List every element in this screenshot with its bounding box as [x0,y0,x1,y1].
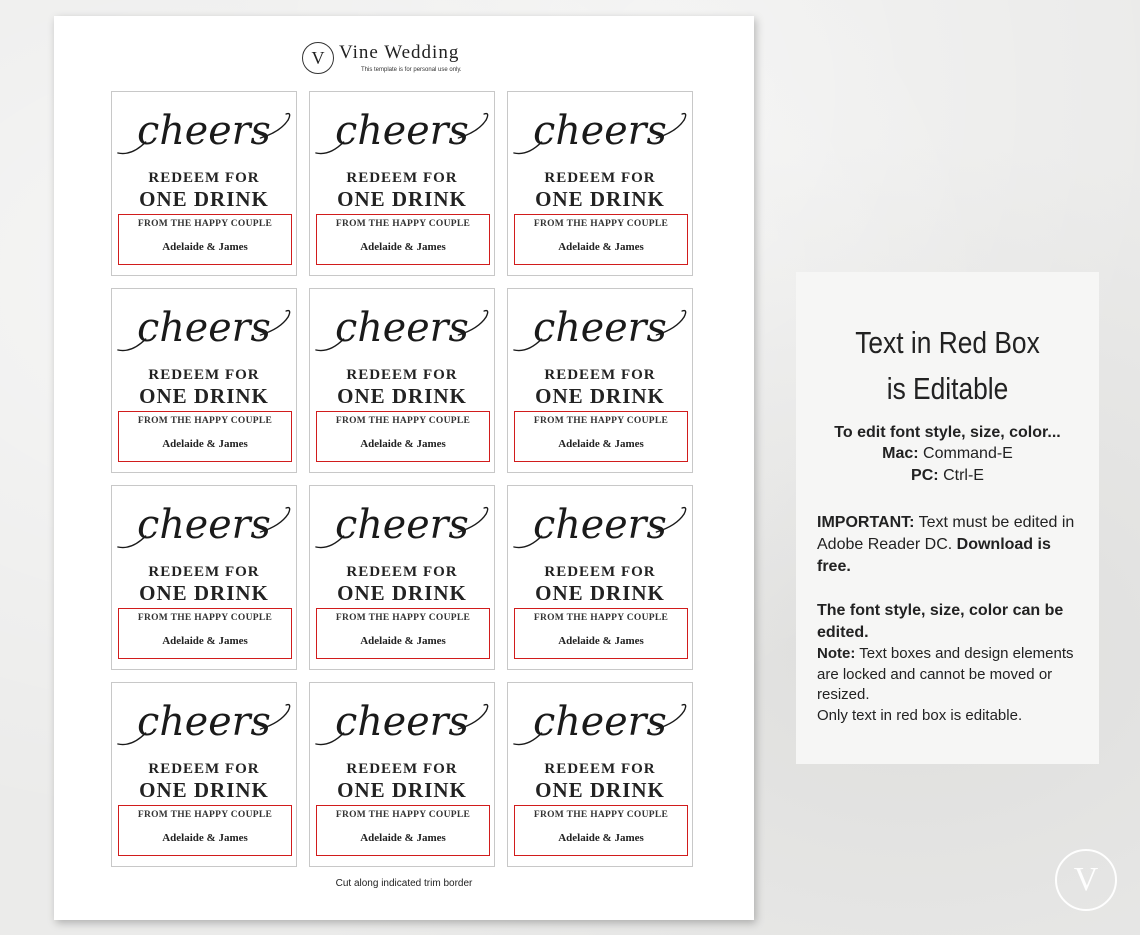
couple-names: Adelaide & James [558,832,644,844]
cheers-text: cheers [335,698,469,746]
cheers-text: cheers [137,501,271,549]
cheers-script [112,295,296,357]
redeem-line: REDEEM FOR [346,761,458,777]
pc-shortcut [796,465,1099,487]
cheers-script [310,295,494,357]
cheers-text: cheers [137,107,271,155]
one-drink-line: ONE DRINK [139,581,269,605]
cheers-text: cheers [335,304,469,352]
redeem-line: REDEEM FOR [544,564,656,580]
cheers-script [508,98,692,160]
editable-red-box[interactable] [514,608,688,659]
cheers-script [112,689,296,751]
edit-heading-text: To edit font style, size, color... [834,424,1061,441]
editable-red-box[interactable] [514,411,688,462]
from-couple-line: FROM THE HAPPY COUPLE [533,219,669,229]
couple-names: Adelaide & James [162,241,248,253]
one-drink-line: ONE DRINK [535,187,665,211]
cheers-script [508,492,692,554]
panel-title [819,320,1077,412]
couple-names: Adelaide & James [162,635,248,647]
cheers-script [310,492,494,554]
editable-red-box[interactable] [118,214,292,265]
brand-name: Vine Wedding [339,42,460,63]
one-drink-line: ONE DRINK [535,581,665,605]
from-couple-line: FROM THE HAPPY COUPLE [137,416,273,426]
couple-names: Adelaide & James [360,438,446,450]
editable-red-box[interactable] [514,805,688,856]
pc-value: Ctrl-E [943,467,984,484]
redeem-line: REDEEM FOR [346,564,458,580]
vine-logo-icon: V [302,42,334,74]
redeem-line: REDEEM FOR [544,761,656,777]
from-couple-line: FROM THE HAPPY COUPLE [137,613,273,623]
couple-names: Adelaide & James [360,241,446,253]
cheers-script [112,98,296,160]
locked-note [817,644,1092,726]
cheers-script [508,689,692,751]
download-text: Download is free. [817,536,1051,575]
cheers-script [310,689,494,751]
cheers-script [112,492,296,554]
template-sheet [54,16,754,920]
from-couple-line: FROM THE HAPPY COUPLE [335,810,471,820]
couple-names: Adelaide & James [558,438,644,450]
editable-red-box[interactable] [316,411,490,462]
one-drink-line: ONE DRINK [337,187,467,211]
from-couple-line: FROM THE HAPPY COUPLE [533,613,669,623]
panel-title-line-2: is Editable [886,371,1009,406]
from-couple-line: FROM THE HAPPY COUPLE [335,613,471,623]
cheers-text: cheers [137,304,271,352]
couple-names: Adelaide & James [558,241,644,253]
couple-names: Adelaide & James [360,635,446,647]
from-couple-line: FROM THE HAPPY COUPLE [533,810,669,820]
drink-ticket-card [111,91,297,276]
one-drink-line: ONE DRINK [337,778,467,802]
drink-ticket-card [309,682,495,867]
redeem-line: REDEEM FOR [148,170,260,186]
mac-label: Mac: [882,445,919,462]
important-label: IMPORTANT: [817,514,915,531]
editable-red-box[interactable] [118,805,292,856]
note-label: Note: [817,645,856,662]
couple-names: Adelaide & James [360,832,446,844]
couple-names: Adelaide & James [162,438,248,450]
one-drink-line: ONE DRINK [535,384,665,408]
one-drink-line: ONE DRINK [139,778,269,802]
one-drink-line: ONE DRINK [535,778,665,802]
couple-names: Adelaide & James [162,832,248,844]
editable-red-box[interactable] [316,608,490,659]
cheers-script [508,295,692,357]
drink-ticket-card [111,288,297,473]
drink-ticket-card [111,682,297,867]
one-drink-line: ONE DRINK [139,384,269,408]
redeem-line: REDEEM FOR [544,170,656,186]
pc-label: PC: [911,467,939,484]
redeem-line: REDEEM FOR [148,564,260,580]
redeem-line: REDEEM FOR [148,761,260,777]
couple-names: Adelaide & James [558,635,644,647]
drink-ticket-card [309,485,495,670]
font-edit-note [817,600,1087,644]
mac-value: Command-E [923,445,1013,462]
redeem-line: REDEEM FOR [148,367,260,383]
cheers-text: cheers [533,304,667,352]
drink-ticket-card [507,288,693,473]
cut-note: Cut along indicated trim border [335,878,473,889]
cheers-script [310,98,494,160]
brand-header [302,40,512,80]
corner-watermark-logo-icon: V [1055,849,1117,911]
drink-ticket-card [507,91,693,276]
from-couple-line: FROM THE HAPPY COUPLE [137,219,273,229]
note-text: Text boxes and design elements are locked and cannot be moved or resized. [817,645,1074,703]
editable-red-box[interactable] [118,411,292,462]
important-note [817,512,1087,578]
cheers-text: cheers [533,501,667,549]
drink-ticket-card [507,485,693,670]
cheers-text: cheers [335,501,469,549]
important-text: Text must be edited in Adobe Reader DC. [817,514,1075,553]
panel-title-line-1: Text in Red Box [855,325,1040,360]
from-couple-line: FROM THE HAPPY COUPLE [137,810,273,820]
redeem-line: REDEEM FOR [346,367,458,383]
editable-red-box[interactable] [118,608,292,659]
cheers-text: cheers [533,698,667,746]
cheers-text: cheers [137,698,271,746]
usage-note: This template is for personal use only. [361,67,462,73]
from-couple-line: FROM THE HAPPY COUPLE [335,416,471,426]
editable-red-box[interactable] [514,214,688,265]
cheers-text: cheers [335,107,469,155]
redeem-line: REDEEM FOR [346,170,458,186]
drink-ticket-card [111,485,297,670]
cheers-text: cheers [533,107,667,155]
one-drink-line: ONE DRINK [337,581,467,605]
editable-red-box[interactable] [316,805,490,856]
one-drink-line: ONE DRINK [337,384,467,408]
only-text: Only text in red box is editable. [817,706,1023,724]
mac-shortcut [796,443,1099,465]
editable-red-box[interactable] [316,214,490,265]
drink-ticket-card [309,288,495,473]
redeem-line: REDEEM FOR [544,367,656,383]
one-drink-line: ONE DRINK [139,187,269,211]
instructions-panel [796,272,1099,764]
from-couple-line: FROM THE HAPPY COUPLE [533,416,669,426]
font-edit-text: The font style, size, color can be edited. [817,602,1064,641]
drink-ticket-card [309,91,495,276]
from-couple-line: FROM THE HAPPY COUPLE [335,219,471,229]
drink-ticket-card [507,682,693,867]
edit-heading [796,422,1099,444]
